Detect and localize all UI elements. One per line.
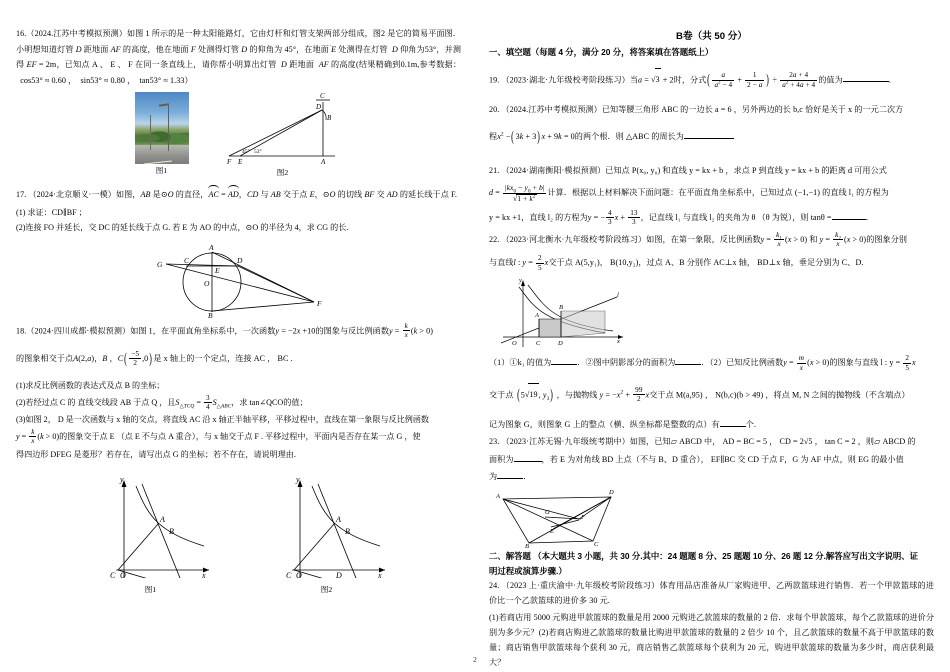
q16-data2: sin53° ≈ 0.80 ， [80, 75, 136, 85]
q18-frac-34: $\frac{3}{4}$ [206, 393, 210, 412]
q18-line2a: 的图象相交于点 [16, 353, 74, 363]
q22-p3b: 个. [745, 419, 756, 429]
question-20 [489, 102, 934, 154]
q18-f1-label-A: A [159, 515, 165, 525]
q18-f2-label-B: B [344, 527, 350, 537]
q20-source: （2024.江苏中考模拟预测） [501, 105, 602, 114]
q16-label-F: F [226, 158, 231, 167]
q20-eq: x [497, 131, 501, 141]
q22-blank-2[interactable] [675, 358, 701, 366]
q16-label: 16. [16, 29, 27, 38]
q18-figures [16, 470, 461, 595]
q19-text-a: 当 [629, 75, 639, 85]
q23-label-C: C [594, 540, 599, 548]
q16-ef: EF [26, 60, 37, 70]
q21-distance-formula: $\frac{|kx_0 - y_0 + b|}{√1 + k^2}$ [505, 182, 545, 203]
q22-label-O: O [512, 340, 517, 348]
q21-y: y [587, 213, 592, 223]
q21-line3c: ． [865, 213, 874, 223]
q19-text-c: 的值为 [818, 75, 843, 85]
q22-frac-k2-x: $\frac{k_2}{x}$ [835, 231, 841, 249]
q24-source: （2023 上·重庆渝中·九年级校考阶段练习） [501, 581, 660, 591]
question-17 [16, 187, 461, 318]
q19-sqrt3: √3 [651, 68, 661, 90]
q17-line1f: ，⊙ [314, 190, 330, 200]
q18-part2b: ，求 tan∠QCO的值； [231, 397, 308, 407]
q16-angle-45: 45° [241, 149, 250, 156]
q17-part2: (2)连接 FO 并延长，交 DC 的延长线于点 G. 若 E 为 AO 的中点，⊙O 的半径为 4，求 CG 的长. [16, 223, 349, 233]
q16-figures [16, 92, 461, 178]
q22-part1: （1）①k₁ 的值为 ．②图中阴影部分的面积为 ．（2）已知反比例函数y = $\frac{m}{x}$ (x > 0)的图象与直线 l : y = $\frac{2}{5}$ x [489, 354, 916, 372]
q23-blank-2[interactable] [497, 471, 523, 479]
q18-y2: y [389, 326, 393, 336]
q20-paren-open: ( [511, 128, 515, 145]
q18-part3a: (3)如图 2， D 是一次函数与 x 轴的交点，将直线 AC 沿 x 轴正半轴平移，平移过程中，直线在第一象限与反比例函数 [16, 415, 430, 425]
q22-sqrt19: √19 [525, 383, 539, 405]
q18-part3b: 的图象交于点 E （点 E 不与点 A 重合），与 x 轴交于点 F . 平移过程中，平面内是否存在某一点 G ，使 [59, 432, 421, 442]
q18-pointC: C [117, 353, 124, 363]
q23-label-E: E [550, 527, 554, 535]
page-number: 2 [473, 655, 477, 664]
q16-var-f: F [190, 44, 196, 54]
q16-line2d: 处测得灯管 [195, 44, 242, 54]
photo-lamp-pole-2 [150, 115, 151, 150]
q19-source: （2023·湖北·九年级校考阶段练习） [501, 75, 630, 85]
q22-part2: 交于点 (5√19, $y_3$) ，与抛物线 $y = -x^2$ + $\frac{99}{2}$ x交于点 M(a,95) ， N(b,c)(b > 49) ，将点 M, N 之间的抛物线（不含端点） [489, 376, 934, 415]
left-column [16, 26, 467, 638]
q18-f1-label-B: B [168, 527, 174, 537]
q22-frac-m-x: $\frac{m}{x}$ [798, 354, 805, 372]
q20-line1 [489, 102, 934, 118]
q20-answer-blank[interactable] [684, 131, 734, 139]
question-22 [489, 230, 934, 432]
q21-line1 [489, 161, 934, 180]
q17-circle-diagram [134, 238, 344, 318]
q22-p1b: ．②图中阴影部分的面积为 [577, 358, 676, 368]
q16-var-d2: D [241, 44, 248, 54]
q23-line2b: ，若 E 为对角线 BD 上点（不与 B、D 重合）， EF∥BC 交 CD 于点 F，G 为 AF 中点，则 EG 的最小值 [541, 454, 904, 464]
q22-label: 22. [489, 235, 500, 245]
q22-frac-k1-x: $\frac{k_1}{x}$ [776, 231, 782, 249]
q19-frac-2a4: $\frac{2a + 4}{a^2 + 4a + 4}$ [782, 71, 816, 89]
q23-label: 23. [489, 437, 500, 447]
spacer-1 [16, 178, 461, 187]
q16-label-A: A [320, 158, 325, 167]
q21-line2: d = $\frac{|kx_0 - y_0 + b|}{√1 + k^2}$ 计算．根据以上材料解决下面问题：在平面直角坐标系中，已知过点 (−1,−1) 的直线 l₁ 的方程为 [489, 182, 889, 203]
q17-part1: (1) 求证：CD∥BF ； [16, 207, 87, 217]
q18-paragraph-1: 18.（2024·四川成都·模拟预测）如图 1，在平面直角坐标系中，一次函数y = −2x +10的图象与反比例函数y = $\frac{k}{x}$ (k > 0) [16, 322, 434, 340]
q17-source: （2024·北京顺义·一模） [28, 190, 116, 200]
q16-line2e: 的仰角为 45°，在地面 [247, 44, 332, 54]
q18-fig1-caption: 图1 [144, 585, 157, 595]
q16-label-B: B [326, 114, 331, 123]
q18-part2a: (2)若经过点 C 的 直线交线段 AB 于点 Q ，且 [16, 397, 176, 407]
q18-fig1-svg [76, 470, 226, 578]
q22-y1: y [760, 235, 765, 245]
q16-line2b: 距地面 [81, 44, 111, 54]
q21-label: 21. [489, 166, 500, 176]
q19-frac-a-over: $\frac{a}{a^2 - 4}$ [714, 71, 733, 89]
q16-line2c: 的高度，他在地面 [120, 44, 191, 54]
q17-o1: O [167, 190, 174, 200]
q17-bf: BF [364, 190, 375, 200]
q18-y3: y [16, 432, 20, 442]
q17-line2: 线于点 F. [424, 190, 458, 200]
q19-var-a: a [638, 75, 643, 85]
q16-data3: tan53° ≈ 1.33） [139, 75, 193, 85]
q18-f2-label-D: D [335, 571, 342, 579]
q18-part3b-line: y = $\frac{k}{x}$ (k > 0)的图象交于点 E （点 E 不与点 A 重合），与 x 轴交于点 F . 平移过程中，平面内是否存在某一点 G ，使 [16, 428, 421, 446]
q23-label-D: D [609, 488, 614, 496]
q20-paren-close: ) [537, 128, 541, 145]
q19-paren-close: ) [766, 72, 770, 88]
q22-blank-3[interactable] [720, 419, 746, 427]
paper-b-header: B卷（共 50 分） [676, 31, 747, 42]
q17-label: 17. [16, 190, 27, 200]
q24-line1 [489, 579, 934, 609]
q17-line1a: 如图， [115, 190, 141, 200]
question-18 [16, 323, 461, 595]
q22-frac-25: $\frac{2}{5}$ [537, 254, 542, 272]
q23-text1: 如图，已知▱ ABCD 中， AD = BC = 5 ， CD = 2√5 ， tan C = 2 ，则▱ ABCD 的 [629, 437, 916, 447]
q17-line1h: 交 [374, 190, 387, 200]
q18-label: 18. [16, 326, 27, 336]
q21-line3a: y = kx +1，直线 l₂ 的方程为 [489, 213, 588, 223]
q21-line3b: ，记直线 l₁ 与直线 l₂ 的夹角为 θ （θ 为锐），则 tanθ = [640, 213, 832, 223]
q23-label-F: F [581, 513, 585, 521]
q18-f1-label-C: C [109, 571, 115, 579]
q18-f2-label-y: y [295, 475, 300, 485]
q18-frac-neg52: $\frac{-5}{2}$ [131, 350, 140, 368]
q18-f2-label-C: C [285, 571, 291, 579]
q18-source: （2024·四川成都·模拟预测） [26, 326, 131, 336]
q16-diagram-svg [223, 92, 343, 166]
q17-label-O: O [203, 278, 209, 288]
q16-label-E: E [237, 158, 242, 167]
q16-angle-53: 53° [253, 149, 262, 156]
q18-pointB: B [102, 353, 108, 363]
q24-text2: 球的进价比一个乙款篮球的进价多 30 元. [489, 581, 935, 606]
q18-frac-k-x: $\frac{k}{x}$ [404, 322, 408, 340]
stray-mark: . [330, 40, 332, 48]
q22-label-B: B [559, 304, 563, 312]
q23-label-A: A [496, 492, 500, 500]
q21-answer-blank[interactable] [832, 212, 866, 220]
q23-line3 [489, 469, 934, 485]
q18-s-tcq: S [175, 397, 180, 407]
question-21 [489, 161, 934, 228]
q19-text-b: 时，分式 [673, 75, 707, 85]
q23-line3-text: 为 [489, 472, 498, 482]
q24-text6: 为多少时，商店获利最大？ [489, 643, 934, 668]
section-answer-questions-line1: 二、解答题 （本大题共 3 小题，共 30 分.其中：24 题题 8 分、25 题题 10 分、26 题 12 分.解答应写出文字说明、证 [489, 550, 919, 561]
q18-line2b: 是 x 轴上的一个定点，连接 AC ， BC . [153, 353, 293, 363]
q17-figure [16, 238, 461, 318]
q23-line1 [489, 434, 934, 450]
q18-f2-label-x: x [377, 571, 382, 579]
q18-line1: 如图 1，在平面直角坐标系中，一次函数 [130, 326, 276, 336]
q22-l: l [513, 258, 516, 268]
q16-var-af1: AF [110, 44, 121, 54]
q22-paren-c2: ) [550, 386, 554, 403]
q18-f2-label-O: O [295, 571, 302, 579]
q22-label-y: y [519, 277, 522, 285]
q22-label-C: C [536, 340, 541, 348]
q22-label-x: x [617, 338, 620, 346]
q18-paren-close: ) [149, 350, 153, 367]
q20-label: 20. [489, 105, 500, 114]
q20-line2: 程$x^2 -(3k + 3)x + 9k = 0$的两个根．则 △ABC 的周长为 [489, 120, 934, 155]
q19-label: 19. [489, 75, 500, 85]
q20-text1: 已知等腰三角形 ABC 的一边长 a = 6 ，另外两边的长 b,c 恰好是关于 x 的一元二次方 [601, 105, 904, 114]
q22-frac-25b: $\frac{2}{5}$ [905, 354, 910, 372]
q17-line1e: 交于点 [280, 190, 310, 200]
q22-blank-1[interactable] [551, 358, 577, 366]
streetlamp-photo [135, 92, 189, 164]
q17-e: E [309, 190, 315, 200]
q18-f1-label-y: y [119, 475, 124, 485]
q17-arc-AC: AC [208, 187, 219, 203]
q17-ab: AB [140, 190, 151, 200]
q18-f2-label-A: A [335, 515, 341, 525]
q16-label-C: C [319, 92, 325, 101]
section-answer-questions-line2: 明过程或演算步骤.） [489, 566, 567, 577]
q18-paren-open: ( [124, 350, 128, 367]
q23-line3b: ． [523, 472, 532, 482]
q22-frac-992: $\frac{99}{2}$ [635, 386, 643, 404]
q21-line3: y = kx +1，直线 l₂ 的方程为y = − $\frac{4}{3}$ x + $\frac{13}{3}$ ，记直线 l₁ 与直线 l₂ 的夹角为 θ （θ 为锐），则 tanθ = ． [489, 209, 874, 227]
q17-label-A: A [208, 242, 214, 252]
q22-p1: （1）①k₁ 的值为 [489, 358, 552, 368]
q20-line2b: 的两个根．则 △ABC 的周长为 [574, 131, 684, 141]
q22-p2b: 交于点 M(a,95) ， N(b,c)(b > 49) ，将点 M, N 之间的抛物线（不含端点） [649, 390, 910, 399]
q22-line2: 与直线l : y = $\frac{2}{5}$ x交于点 A(5,y₁)， B(10,y₂)，过点 A、B 分别作 AC⊥x 轴， BD⊥x 轴，垂足分别为 C、D. [489, 254, 864, 272]
q16-line2a: 平面图．小明想知道灯管 [16, 29, 461, 54]
q22-line1: 22. （2023·河北衡水·九年级校考阶段练习）如图，在第一象限，反比例函数y = $\frac{k_1}{x}$ (x > 0) 和 y = $\frac{k_2}{x}$ (x > 0)的图象分别 [489, 231, 908, 249]
q22-label-A: A [535, 312, 539, 320]
q21-line2a: 计算．根据以上材料解决下面问题：在平面直角坐标系中，已知过点 (−1,−1) 的直线 l₁ 的方程为 [547, 188, 889, 198]
q18-fig2-caption: 图2 [320, 585, 333, 595]
q24-text4: 的进价分别为多少元？(2)若商店购进乙款篮球的数量比购进甲款篮球的数量的 2 倍少 10 个，且乙款篮球的数量不高 [489, 613, 934, 638]
q22-line2b: 交于点 A(5,y₁)， B(10,y₂)，过点 A、B 分别作 AC⊥x 轴， BD⊥x 轴，垂足分别为 C、D. [548, 258, 864, 268]
q18-pointA: A [73, 353, 79, 363]
q16-var-af2: AF [316, 60, 329, 70]
q18-part2: (2)若经过点 C 的 直线交线段 AB 于点 Q ，且$S_{\triangle TCQ}$ = $\frac{3}{4}$ $S_{\triangle ABC}$，求 tan∠QCO的值； [16, 393, 308, 412]
q17-label-C: C [183, 255, 189, 265]
q16-data1: cos53° ≈ 0.60 ， [20, 75, 77, 85]
q17-line1b: 是⊙ [150, 190, 168, 200]
q20-line2a: 程 [489, 131, 498, 141]
q22-line2a: 与直线 [489, 258, 514, 268]
q17-paragraph: 17. （2024·北京顺义·一模）如图，AB 是⊙O 的直径，AC = AD，CD 与 AB 交于点 E，⊙O 的切线 BF 交 AD 的延长线于点 F. [16, 187, 461, 203]
q22-diagram-svg [495, 275, 645, 353]
q23-source: （2023·江苏无锡·九年级统考期中） [501, 437, 630, 447]
q16-figure1 [135, 92, 189, 176]
q17-cd: CD [246, 190, 259, 200]
question-19: 19. （2023·湖北·九年级校考阶段练习）当a = √3 + 2时，分式( $\frac{a}{a^2 - 4}$ + $\frac{1}{2 - a}$ ) ÷ $\frac{2a + 4}{a^2 + 4a + 4}$ 的值为 ． [489, 61, 934, 100]
q18-frac-k-x2: $\frac{k}{x}$ [31, 428, 35, 446]
q22-line1b: 的图象分别 [866, 235, 908, 245]
q16-line2f: 处测得在灯管 [336, 44, 390, 54]
q18-f1-label-x: x [201, 571, 206, 579]
q16-line3b: ，已知点 A 、 E 、 F 在同一条直线上，请你帮小明算出灯管 [56, 60, 279, 70]
q22-p1d: 的图象与直线 l : y = [829, 358, 901, 368]
q23-label-B: B [525, 542, 529, 549]
question-16 [16, 26, 461, 178]
q23-parallelogram-svg [493, 487, 663, 549]
q16-line3c: 距地面 [286, 60, 317, 70]
q16-line1: 如图 1 所示的是一种太阳能路灯，它由灯杆和灯管支架两部分组成，图2 是它的简易 [126, 29, 429, 38]
q17-label-B: B [207, 310, 213, 318]
q22-part3 [489, 417, 934, 433]
q18-part3c: 得四边形 DFEG 是菱形？若存在，请写出点 G 的坐标；若不存在，请说明理由. [16, 449, 296, 459]
q16-paragraph: 16.（2024.江苏中考模拟预测）如图 1 所示的是一种太阳能路灯，它由灯杆和灯管支架两部分组成，图2 是它的简易平面图．小明想知道灯管 D 距地面 AF 的高度，他在地面 F 处测得灯管 D 的仰角为 45°，在地面 E 处测得在灯管 D 仰角为53°，并测得 EF = 2m，已知点 A 、 E 、 F 在同一条直线上，请你帮小明算出灯管 D 距地面 AF 的高度(结果精确到0.1m,参考数据： cos53° ≈ 0.60 ， sin53° ≈ 0.80 ， tan53° ≈ 1.33） [16, 29, 462, 85]
q18-s-abc: S [212, 397, 217, 407]
q17-o2: O [329, 190, 336, 200]
q16-source: （2024.江苏中考模拟预测） [26, 29, 127, 38]
q22-source: （2023·河北衡水·九年级校考阶段练习） [501, 235, 647, 245]
q18-figure1 [76, 470, 226, 595]
right-column [479, 26, 935, 668]
question-23 [489, 434, 934, 549]
q16-var-d4: D [278, 60, 287, 70]
q19-tail: ． [888, 75, 897, 85]
q17-ad: AD [386, 190, 398, 200]
q17-label-D: D [236, 255, 242, 265]
q18-fig2-svg [252, 470, 402, 578]
section-fill-in-blank: 一、填空题（每题 4 分，满分 20 分，将答案填在答题纸上） [489, 47, 714, 57]
q17-line1c: 的直径， [173, 190, 209, 200]
q22-label-D: D [558, 340, 563, 348]
q23-figure [489, 487, 934, 549]
q16-figure2 [223, 92, 343, 178]
two-column-layout [16, 26, 935, 668]
q23-line2a: 面积为 [489, 454, 514, 464]
q24-text3: (1)若商店用 5000 元购进甲款篮球的数量是用 2000 元购进乙款篮球的数量的 2 倍．求每个甲款篮球，每个乙款篮球 [489, 613, 902, 623]
q21-source: （2024·湖南衡阳·模拟预测） [501, 166, 606, 176]
q24-label: 24. [489, 581, 500, 591]
q17-line1i: 的延长 [397, 190, 425, 200]
q21-frac-43: $\frac{4}{3}$ [607, 209, 612, 227]
q22-y2: y [783, 358, 787, 368]
q16-var-e: E [331, 44, 337, 54]
q23-blank-1[interactable] [514, 454, 542, 462]
q17-label-F: F [316, 298, 322, 308]
q22-figure [489, 275, 934, 353]
q18-line1b: 的图象与反比例函数 [315, 326, 390, 336]
q17-label-E: E [214, 265, 220, 275]
q17-line1g: 的切线 [335, 190, 365, 200]
q22-line1a: 如图，在第一象限，反比例函数 [646, 235, 761, 245]
q17-ab2: AB [270, 190, 281, 200]
q22-parabola: y [599, 390, 604, 399]
q24-text5: 于甲款篮球的数量；商店销售甲款篮球每个获利 30 元，商店销售乙款篮球每个获利为 20 元，购进甲款篮球的数量 [489, 628, 934, 653]
q16-line4: 果精确到0.1m,参考数据： [367, 60, 462, 70]
q17-arc-AD: AD [228, 187, 239, 203]
q18-part1: (1)求反比例函数的表达式及点 B 的坐标； [16, 381, 165, 391]
q22-p3: 记为图象 G，则图象 G 上的整点（横、纵坐标都是整数的点）有 [489, 419, 720, 429]
q21-d: d [489, 188, 494, 198]
photo-lamp-pole [168, 104, 170, 152]
q16-line3a: 仰角为53°，并测得 [16, 44, 461, 70]
q16-var-d3: D [389, 44, 398, 54]
q16-var-d1: D [75, 44, 82, 54]
q22-paren-o2: ( [516, 386, 520, 403]
q24-text1: 体育用品店准备从厂家购进甲、乙两款篮球进行销售．若一个甲款篮 [659, 581, 910, 591]
q18-figure2 [252, 470, 402, 595]
q17-label-G: G [156, 259, 162, 269]
q23-label-G: G [545, 508, 550, 516]
q16-fig1-caption: 图1 [155, 166, 168, 176]
q16-label-D: D [315, 103, 321, 112]
q21-frac-133: $\frac{13}{3}$ [630, 209, 638, 227]
q19-answer-blank[interactable] [843, 74, 889, 82]
q18-paragraph-2: 的图象相交于点A(2,a)，B ，C( $\frac{-5}{2}$ ,0)是 x 轴上的一个定点，连接 AC ， BC . [16, 342, 461, 377]
q21-text1: 已知点 P(x₀, y₀) 和直线 y = kx + b ，求点 P 到直线 y = kx + b 的距离 d 可用公式 [605, 166, 887, 176]
q19-frac-1-over: $\frac{1}{2 - a}$ [747, 71, 763, 89]
q16-line3d: 的高度(结 [328, 60, 368, 70]
q22-label-l: l [617, 292, 619, 300]
q17-line1d: 与 [258, 190, 271, 200]
q19-paren-open: ( [707, 72, 711, 88]
q18-eq1: y [275, 326, 280, 336]
q23-line2 [489, 452, 934, 468]
q22-p1c: ．（2）已知反比例函数 [701, 358, 784, 368]
q18-f1-label-O: O [119, 571, 126, 579]
q16-fig2-caption: 图2 [276, 168, 289, 178]
